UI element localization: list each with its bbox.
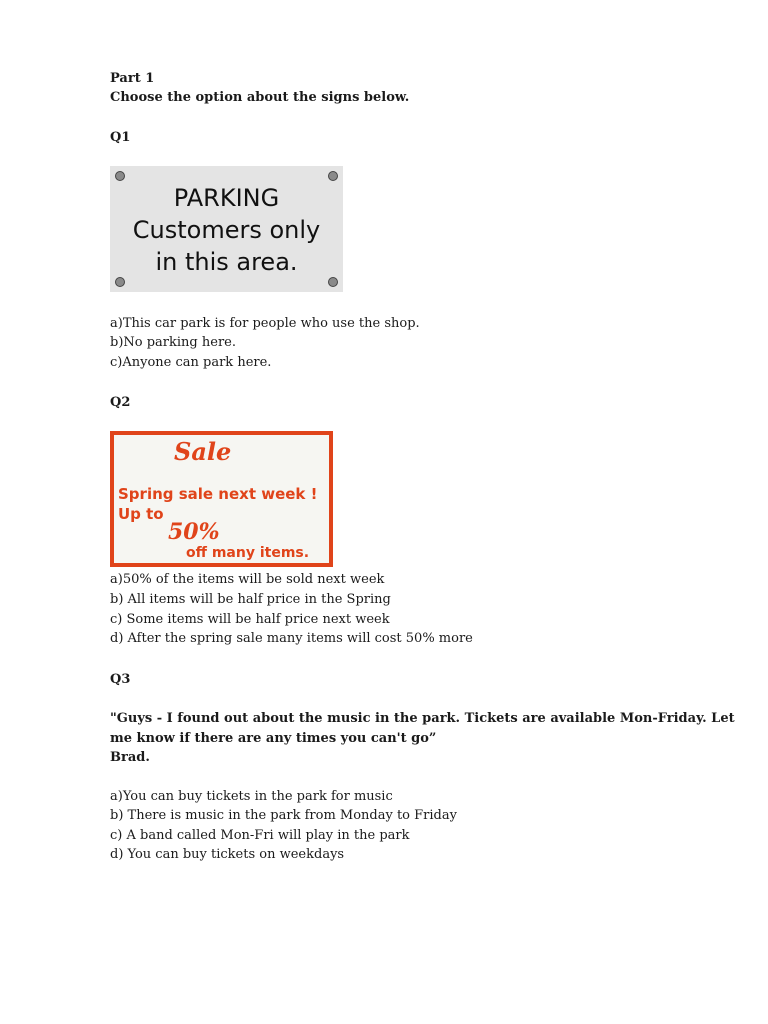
instruction: Choose the option about the signs below. (110, 90, 410, 105)
part-heading: Part 1 (110, 71, 155, 86)
q2-option-c: c) Some items will be half price next week (110, 612, 390, 627)
q3-message-line2: me know if there are any times you can't go” (110, 731, 437, 746)
q3-message-line1: "Guys - I found out about the music in the park. Tickets are available Mon-Friday. Let (110, 711, 735, 726)
q3-option-a: a)You can buy tickets in the park for music (110, 789, 393, 804)
q3-option-d: d) You can buy tickets on weekdays (110, 847, 345, 862)
q3-option-b: b) There is music in the park from Monday to Friday (110, 808, 457, 823)
screw-icon (328, 277, 338, 287)
q2-option-b: b) All items will be half price in the Spring (110, 592, 391, 607)
screw-icon (115, 277, 125, 287)
parking-sign-line3: in this area. (155, 248, 298, 276)
q1-label: Q1 (110, 130, 131, 145)
q1-option-c: c)Anyone can park here. (110, 355, 272, 370)
parking-sign-image (110, 166, 343, 292)
q2-label: Q2 (110, 395, 131, 410)
sale-sign-percent: 50% (168, 519, 220, 545)
sale-sign-title: Sale (174, 437, 232, 466)
parking-sign-line1: PARKING (173, 184, 280, 212)
q1-option-a: a)This car park is for people who use the shop. (110, 316, 420, 331)
q3-option-c: c) A band called Mon-Fri will play in the park (110, 828, 410, 843)
q3-label: Q3 (110, 672, 131, 687)
screw-icon (328, 171, 338, 181)
parking-sign-line2: Customers only (132, 216, 321, 244)
q2-option-a: a)50% of the items will be sold next week (110, 572, 385, 587)
q1-option-b: b)No parking here. (110, 335, 236, 350)
q3-signature: Brad. (110, 750, 150, 765)
sale-sign-line3: off many items. (186, 545, 310, 561)
q2-option-d: d) After the spring sale many items will cost 50% more (110, 631, 473, 646)
sale-sign-line2: Up to (118, 505, 164, 523)
sale-sign-image (110, 431, 333, 567)
screw-icon (115, 171, 125, 181)
sale-sign-line1: Spring sale next week ! (118, 485, 318, 503)
